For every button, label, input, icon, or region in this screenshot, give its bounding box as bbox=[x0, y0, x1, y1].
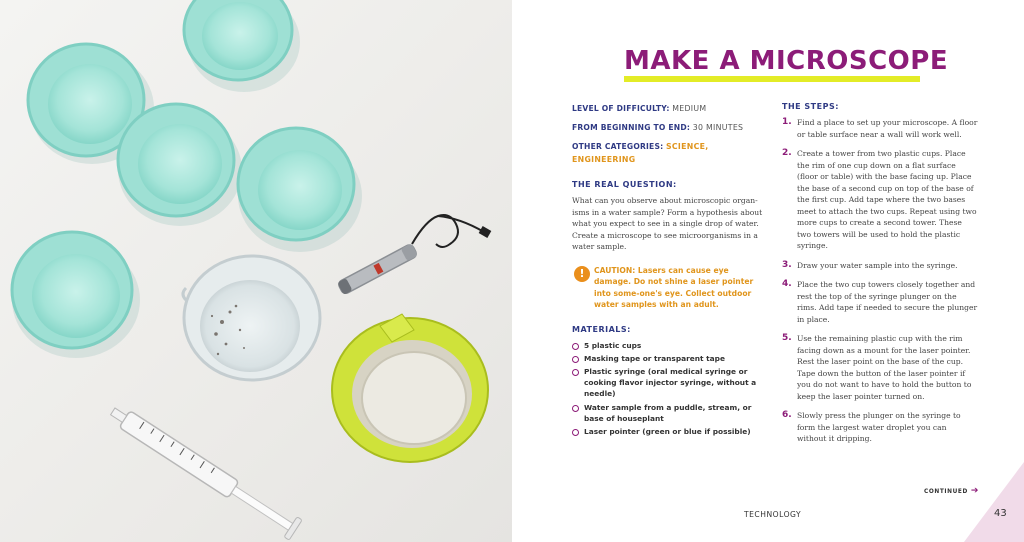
time-label: FROM BEGINNING TO END: bbox=[572, 123, 691, 132]
steps-list bbox=[782, 117, 978, 445]
list-item: Masking tape or transparent tape bbox=[572, 353, 768, 364]
question-text: What can you observe about microscopic organ-isms in a water sample? Form a hypothesis about what you expect to see in a single drop of water. Create a microscope to see microorganisms in a water sample. bbox=[572, 196, 763, 251]
question-heading: THE REAL QUESTION: bbox=[572, 180, 677, 189]
difficulty-value: MEDIUM bbox=[672, 104, 707, 113]
page-corner-tab bbox=[964, 462, 1024, 542]
section-footer: TECHNOLOGY bbox=[744, 510, 802, 519]
category-engineering: ENGINEERING bbox=[572, 155, 636, 164]
list-item: Laser pointer (green or blue if possible) bbox=[572, 426, 768, 437]
exclamation-icon: ! bbox=[574, 266, 590, 282]
categories-line bbox=[572, 140, 768, 166]
masking-tape-roll bbox=[332, 314, 488, 462]
step-item: 5. Use the remaining plastic cup with the rim facing down as a mount for the laser pointer. Rest the laser point on the base of the cup. Tape down the button of the laser pointer if you do not want to have to hold the button to keep the laser pointer turned on. bbox=[782, 333, 972, 401]
plastic-syringe bbox=[106, 401, 302, 540]
continued-link[interactable] bbox=[924, 486, 979, 496]
materials-heading: MATERIALS: bbox=[572, 324, 631, 334]
right-column bbox=[782, 96, 978, 453]
bullet-icon bbox=[572, 405, 579, 412]
bullet-icon bbox=[572, 429, 579, 436]
categories-label: OTHER CATEGORIES: bbox=[572, 142, 664, 151]
caution-box bbox=[572, 265, 768, 311]
step-item: 4. Place the two cup towers closely together and rest the top of the syringe plunger on the rims. Add tape if needed to secure the plunger in place. bbox=[782, 279, 978, 324]
title-underline bbox=[624, 76, 920, 82]
step-item: 3. Draw your water sample into the syringe. bbox=[782, 259, 958, 270]
bullet-icon bbox=[572, 356, 579, 363]
instructions-page bbox=[512, 0, 1024, 542]
left-column bbox=[572, 96, 768, 439]
step-item: 6. Slowly press the plunger on the syringe to form the largest water droplet you can without it dripping. bbox=[782, 410, 961, 443]
plastic-cup-3 bbox=[118, 104, 234, 216]
water-sample-beaker bbox=[183, 256, 320, 380]
caution-text: CAUTION: Lasers can cause eye damage. Do not shine a laser pointer into some-one's eye. Collect outdoor water samples with an adult. bbox=[594, 265, 754, 309]
materials-list bbox=[572, 340, 768, 438]
plastic-cup-4 bbox=[238, 128, 354, 240]
difficulty-line bbox=[572, 102, 768, 115]
laser-pointer bbox=[337, 215, 491, 295]
list-item: Plastic syringe (oral medical syringe or cooking flavor injector syringe, without a needle) bbox=[572, 366, 768, 400]
continued-label: CONTINUED bbox=[924, 489, 968, 495]
plastic-cup-5 bbox=[12, 232, 132, 348]
page-title: MAKE A MICROSCOPE bbox=[624, 46, 949, 76]
page-number: 43 bbox=[994, 508, 1007, 519]
steps-heading: THE STEPS: bbox=[782, 102, 839, 111]
arrow-right-icon: ➔ bbox=[970, 486, 980, 496]
time-value: 30 MINUTES bbox=[692, 123, 744, 132]
step-item: 2. Create a tower from two plastic cups. Place the rim of one cup down on a flat surface (floor or table) with the base facing up. Place the base of a second cup on top of the base of the first cup. Add tape where the two bases meet to attach the two cups. Repeat using two more cups to create a second tower. These two towers will be used to hold the plastic syringe. bbox=[782, 148, 977, 250]
bullet-icon bbox=[572, 369, 579, 376]
bullet-icon bbox=[572, 343, 579, 350]
category-science: SCIENCE, bbox=[666, 142, 709, 151]
difficulty-label: LEVEL OF DIFFICULTY: bbox=[572, 104, 670, 113]
list-item: 5 plastic cups bbox=[572, 340, 768, 351]
step-item: 1. Find a place to set up your microscope. A floor or table surface near a wall will work well. bbox=[782, 117, 978, 139]
time-line bbox=[572, 121, 768, 134]
list-item: Water sample from a puddle, stream, or base of houseplant bbox=[572, 402, 768, 424]
